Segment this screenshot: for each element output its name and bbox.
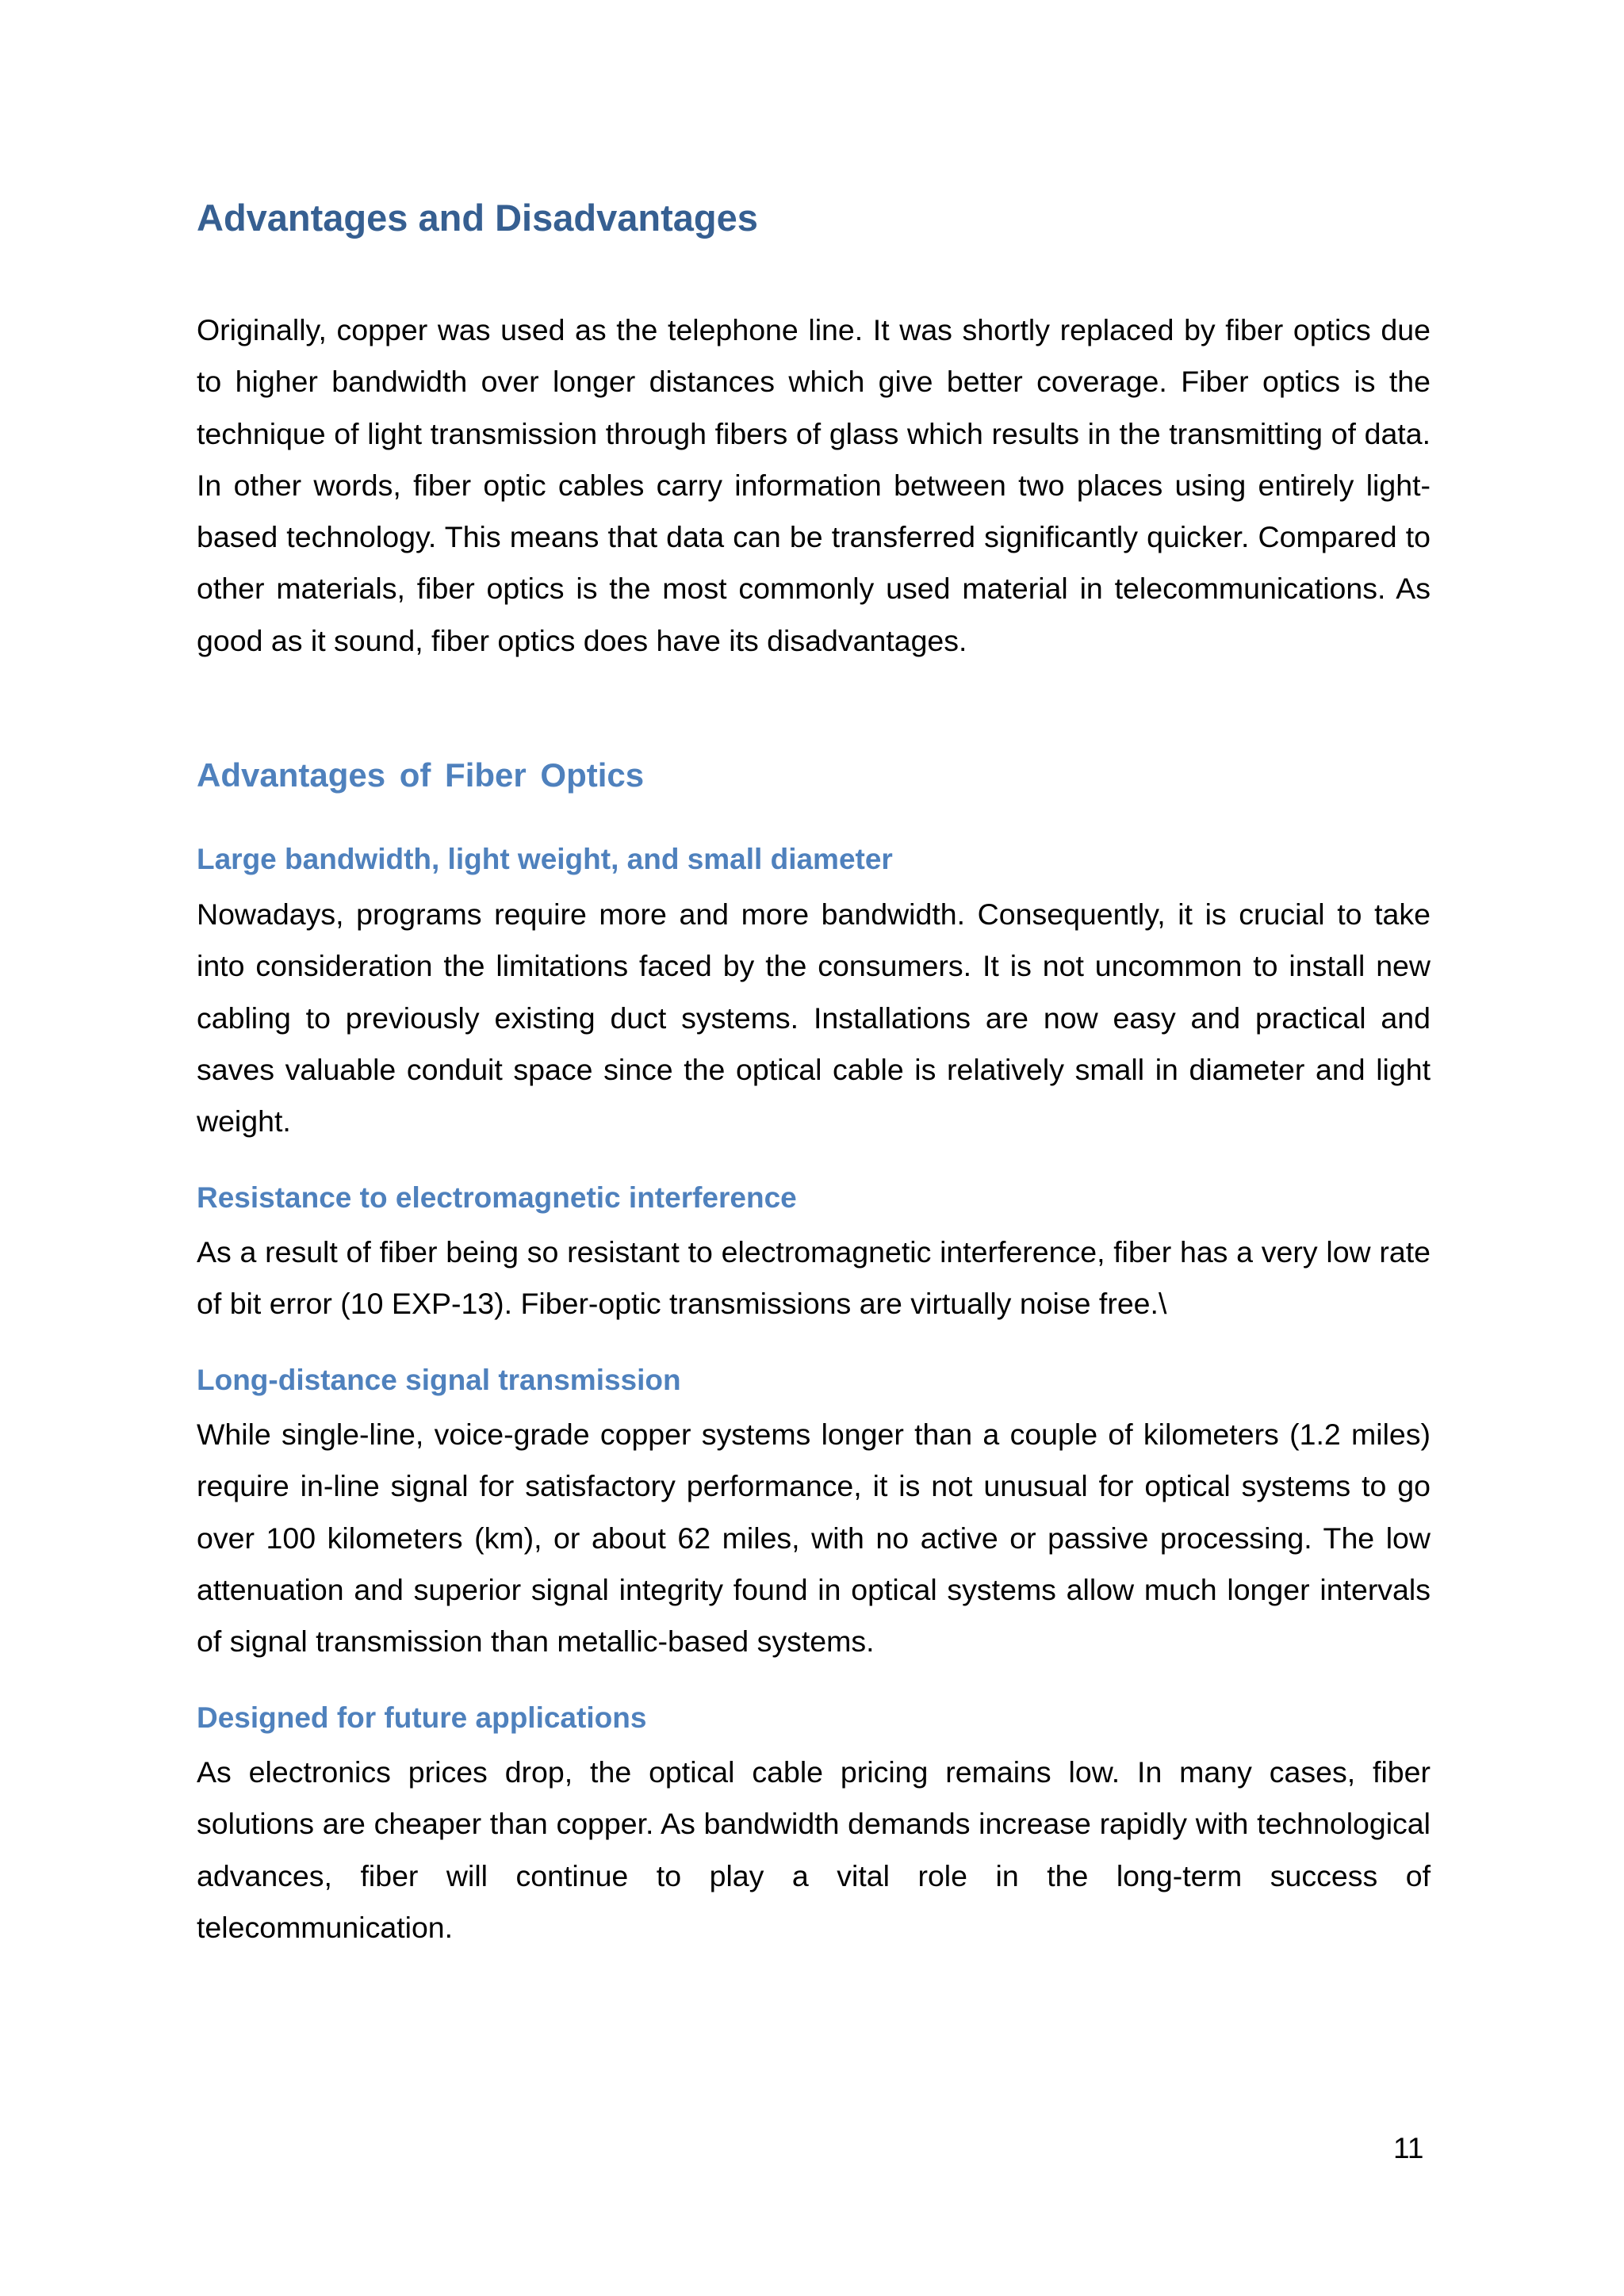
subsection-title-future: Designed for future applications [197, 1701, 647, 1734]
subsection-title-long-distance: Long-distance signal transmission [197, 1364, 681, 1396]
subsection-body-long-distance: While single-line, voice-grade copper systems longer than a couple of kilometers (1.2 miles) require in-line signal for satisfactory performance, it is not unusual for optical systems to go over 100 kilometers (km), or about 62 miles, with no active or passive processing. The low attenuation and superior signal integrity found in optical systems allow much longer intervals of signal transmission than metallic-based systems. [197, 1418, 1431, 1659]
intro-paragraph: Originally, copper was used as the telephone line. It was shortly replaced by fiber optics due to higher bandwidth over longer distances which give better coverage. Fiber optics is the technique of light transmission through fibers of glass which results in the transmitting of data. In other words, fiber optic cables carry information between two places using entirely light-based technology. This means that data can be transferred significantly quicker. Compared to other materials, fiber optics is the most commonly used material in telecommunications. As good as it sound, fiber optics does have its disadvantages. [197, 313, 1431, 657]
page-number: 11 [1393, 2132, 1424, 2164]
subsection-body-bandwidth: Nowadays, programs require more and more bandwidth. Consequently, it is crucial to take into consideration the limitations faced by the consumers. It is not uncommon to install new cabling to previously existing duct systems. Installations are now easy and practical and saves valuable conduit space since the optical cable is relatively small in diameter and light weight. [197, 897, 1431, 1138]
subsection-body-emi: As a result of fiber being so resistant to electromagnetic interference, fiber has a very low rate of bit error (10 EXP-13). Fiber-optic transmissions are virtually noise free.\ [197, 1235, 1431, 1321]
subsection-title-bandwidth: Large bandwidth, light weight, and small diameter [197, 843, 893, 875]
section-heading: Advantages and Disadvantages [197, 197, 758, 239]
advantages-heading: Advantages of Fiber Optics [197, 756, 645, 794]
subsection-body-future: As electronics prices drop, the optical cable pricing remains low. In many cases, fiber solutions are cheaper than copper. As bandwidth demands increase rapidly with technological advances, fiber will continue to play a vital role in the long-term success of telecommunication. [197, 1755, 1431, 1944]
subsection-title-emi: Resistance to electromagnetic interference [197, 1181, 797, 1214]
